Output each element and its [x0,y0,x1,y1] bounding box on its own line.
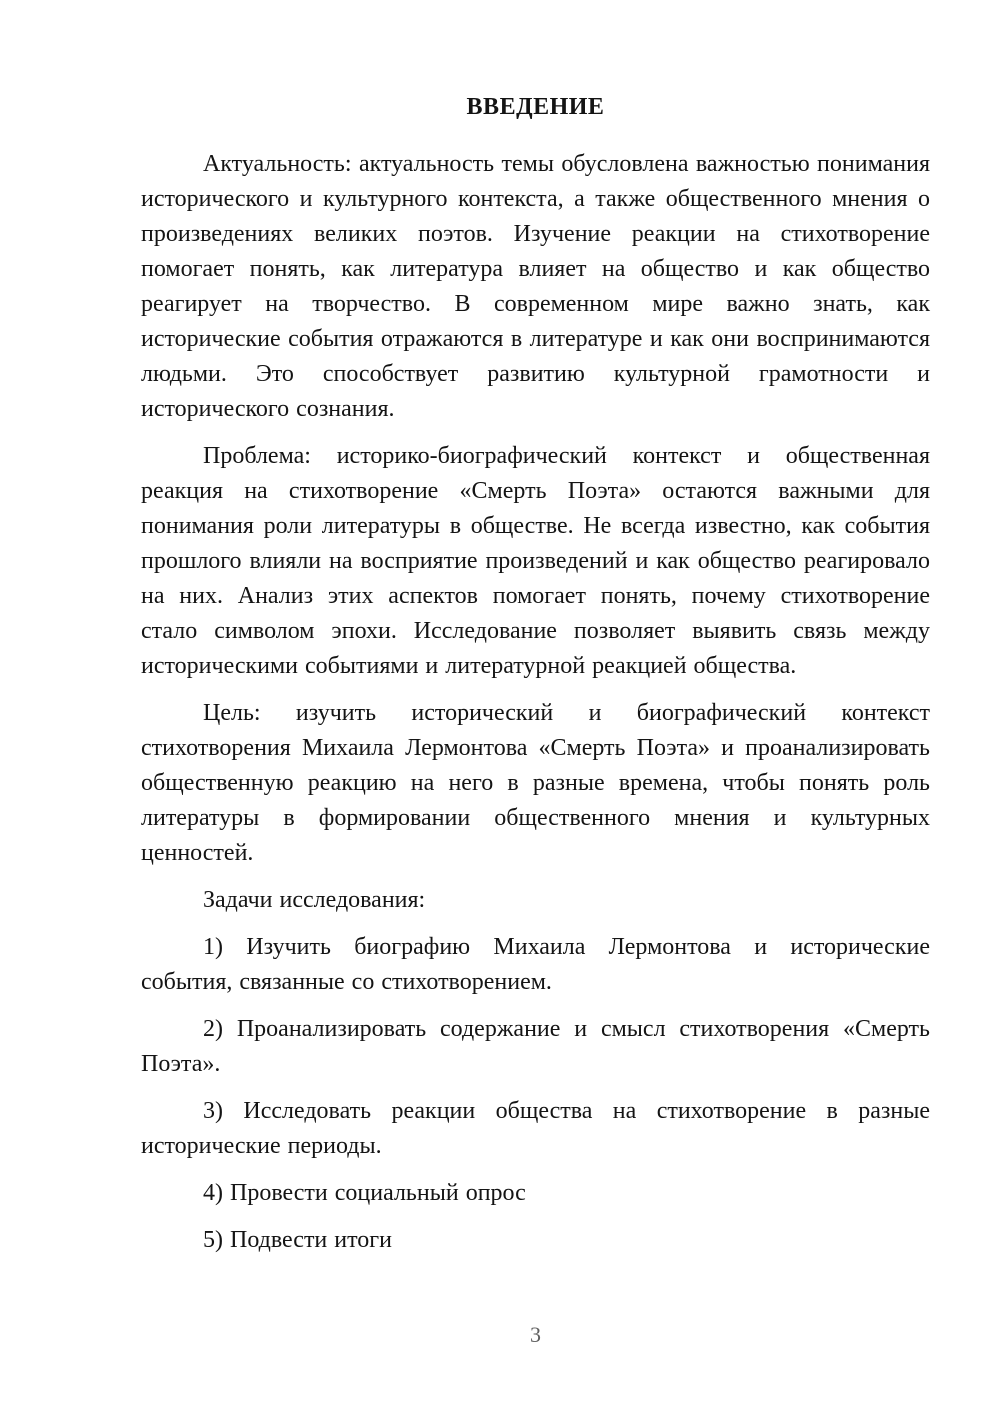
task-item-4: 4) Провести социальный опрос [203,1180,526,1206]
task-item-3: 3) Исследовать реакции общества на стихотворение в разные исторические периоды. [141,1098,930,1159]
paragraph-goal: Цель: изучить исторический и биографический контекст стихотворения Михаила Лермонтова «Смерть Поэта» и проанализировать общественную реакцию на него в разные времена, чтобы понять роль литературы в формировании общественного мнения и культурных ценностей. [141,700,930,866]
paragraph-relevance: Актуальность: актуальность темы обусловлена важностью понимания исторического и культурного контекста, а также общественного мнения о произведениях великих поэтов. Изучение реакции на стихотворение помогает понять, как литература влияет на общество и как общество реагирует на творчество. В современном мире важно знать, как исторические события отражаются в литературе и как они воспринимаются людьми. Это способствует развитию культурной грамотности и исторического сознания. [141,151,930,422]
task-item-2: 2) Проанализировать содержание и смысл стихотворения «Смерть Поэта». [141,1016,930,1077]
paragraph-problem: Проблема: историко-биографический контекст и общественная реакция на стихотворение «Смерть Поэта» остаются важными для понимания роли литературы в обществе. Не всегда известно, как события прошлого влияли на восприятие произведений и как общество реагировало на них. Анализ этих аспектов помогает понять, почему стихотворение стало символом эпохи. Исследование позволяет выявить связь между историческими событиями и литературной реакцией общества. [141,443,930,679]
page-number: 3 [530,1322,541,1347]
task-item-5: 5) Подвести итоги [203,1227,392,1253]
page-title: ВВЕДЕНИЕ [466,94,605,120]
tasks-heading: Задачи исследования: [203,887,426,913]
task-item-1: 1) Изучить биографию Михаила Лермонтова и исторические события, связанные со стихотворением. [141,934,930,995]
